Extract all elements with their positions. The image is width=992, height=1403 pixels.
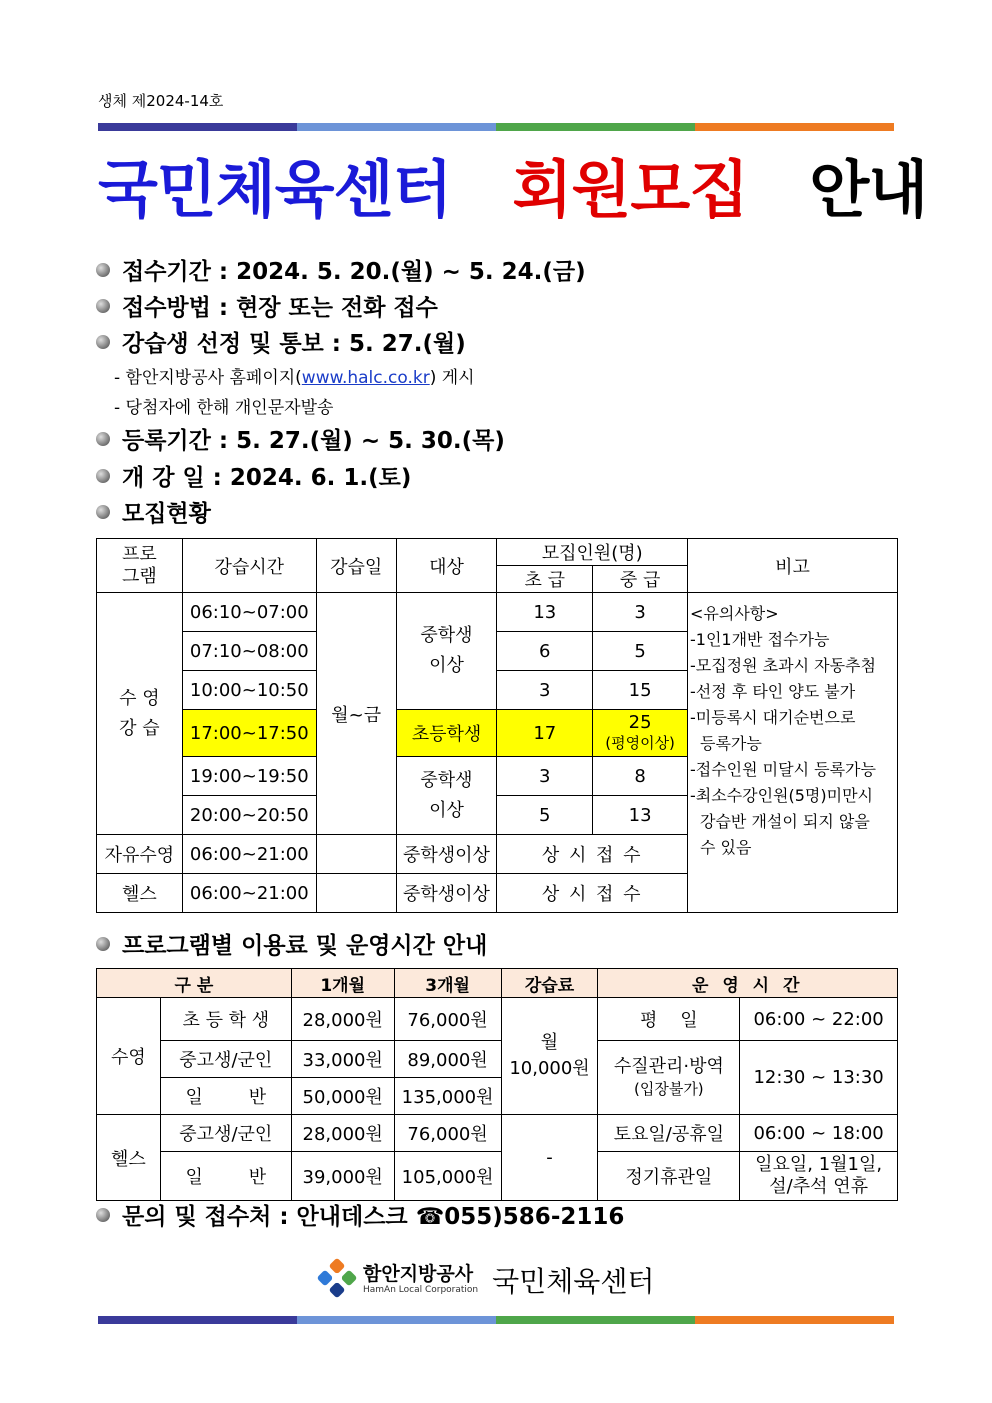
swim-label: 수영 [97,998,161,1115]
halc-logo-icon [315,1258,359,1302]
lesson-fee-cell: 월 10,000원 [501,998,598,1115]
org-name: 함안지방공사 [363,1263,474,1285]
health-lesson-fee-cell: - [501,1115,598,1201]
th-category: 구 분 [97,969,292,998]
org-english: HamAn Local Corporation [363,1285,479,1295]
info-sub-homepage: - 함안지방공사 홈페이지(www.halc.co.kr) 게시 [114,368,475,388]
fee-table [96,968,898,1201]
table-cell: 8 [593,757,688,796]
table-cell: 76,000원 [394,998,501,1041]
table-cell: 89,000원 [394,1041,501,1078]
notes-cell: <유의사항> -1인1개반 접수가능 -모집정원 초과시 자동추첨 -선정 후 타인 양도 불가 -미등록시 대기순번으로 등록가능 -접수인원 미달시 등록가능 -최소수강인원(5명)미만시 강습반 개설이 되지 않을 수 있음 [688,593,898,913]
table-cell: 토요일/공휴일 [598,1115,740,1152]
table-cell: 25 (평영이상) [593,710,688,757]
days-cell: 월~금 [316,593,396,835]
table-cell: 10:00~10:50 [182,671,316,710]
info-reception-period: 접수기간 : 2024. 5. 20.(월) ~ 5. 24.(금) [96,253,586,286]
table-cell: 50,000원 [291,1078,394,1115]
footer-logo [315,1258,654,1302]
health-label: 헬스 [97,1115,161,1201]
table-cell: 17:00~17:50 [182,710,316,757]
table-cell: 76,000원 [394,1115,501,1152]
recruit-table [96,538,898,913]
bottom-color-bar [98,1316,894,1324]
table-cell: 06:00 ~ 22:00 [740,998,898,1041]
table-cell [316,835,396,874]
table-cell: 정기휴관일 [598,1152,740,1201]
th-note: 비고 [688,539,898,593]
table-cell: 평 일 [598,998,740,1041]
free-swim-label: 자유수영 [97,835,183,874]
health-label: 헬스 [97,874,183,913]
bullet-icon [96,299,110,313]
table-cell: 상 시 접 수 [497,874,688,913]
target-middle-cell-2: 중학생 이상 [396,757,497,835]
target-middle-cell: 중학생 이상 [396,593,497,710]
table-cell: 상 시 접 수 [497,835,688,874]
bullet-icon [96,335,110,349]
table-cell: 12:30 ~ 13:30 [740,1041,898,1115]
table-cell: 중학생이상 [396,874,497,913]
th-capacity: 모집인원(명) [497,539,688,566]
info-selection: 강습생 선정 및 통보 : 5. 27.(월) [96,325,466,358]
info-opening: 개 강 일 : 2024. 6. 1.(토) [96,459,411,492]
bullet-icon [96,432,110,446]
table-cell: 06:00~21:00 [182,874,316,913]
info-sub-sms: - 당첨자에 한해 개인문자발송 [114,398,334,418]
th-hours: 운 영 시 간 [598,969,898,998]
table-cell: 135,000원 [394,1078,501,1115]
page-title [98,140,928,229]
table-cell: 105,000원 [394,1152,501,1201]
table-cell: 13 [497,593,593,632]
table-cell: 06:10~07:00 [182,593,316,632]
table-cell: 28,000원 [291,998,394,1041]
info-registration: 등록기간 : 5. 27.(월) ~ 5. 30.(목) [96,422,505,455]
table-cell: 17 [497,710,593,757]
table-cell: 28,000원 [291,1115,394,1152]
table-cell: 06:00 ~ 18:00 [740,1115,898,1152]
table-cell: 3 [497,671,593,710]
table-cell: 5 [593,632,688,671]
th-one-month: 1개월 [291,969,394,998]
table-cell: 5 [497,796,593,835]
info-reception-method: 접수방법 : 현장 또는 전화 접수 [96,289,438,322]
homepage-link[interactable]: www.halc.co.kr [301,368,430,388]
bullet-icon [96,263,110,277]
table-cell: 15 [593,671,688,710]
table-cell: 일 반 [160,1152,291,1201]
info-contact: 문의 및 접수처 : 안내데스크 ☎055)586-2116 [96,1198,624,1231]
table-cell [316,874,396,913]
info-recruit-status: 모집현황 [96,495,211,528]
table-cell: 07:10~08:00 [182,632,316,671]
table-cell: 초 등 학 생 [160,998,291,1041]
table-cell: 39,000원 [291,1152,394,1201]
table-cell: 수질관리·방역 (입장불가) [598,1041,740,1115]
swim-lesson-label: 수 영 강 습 [97,593,183,835]
center-name: 국민체육센터 [492,1265,655,1298]
bullet-icon [96,505,110,519]
table-cell: 13 [593,796,688,835]
th-target: 대상 [396,539,497,593]
bullet-icon [96,937,110,951]
table-cell: 6 [497,632,593,671]
title-part1: 국민체육센터 [98,153,452,226]
info-fees-title: 프로그램별 이용료 및 운영시간 안내 [96,927,487,960]
title-part3: 안내 [809,153,928,226]
table-cell: 일요일, 1월1일, 설/추석 연휴 [740,1152,898,1201]
top-color-bar [98,123,894,131]
title-part2: 회원모집 [512,153,749,226]
th-beginner: 초 급 [497,566,593,593]
bullet-icon [96,1208,110,1222]
table-cell: 중학생이상 [396,835,497,874]
target-elem-cell: 초등학생 [396,710,497,757]
doc-number: 생체 제2024-14호 [98,92,224,110]
bullet-icon [96,469,110,483]
table-cell: 19:00~19:50 [182,757,316,796]
table-cell: 06:00~21:00 [182,835,316,874]
table-cell: 3 [497,757,593,796]
th-program: 프로 그램 [97,539,183,593]
table-cell: 중고생/군인 [160,1115,291,1152]
th-lesson-fee: 강습료 [501,969,598,998]
th-intermediate: 중 급 [593,566,688,593]
table-cell: 20:00~20:50 [182,796,316,835]
th-time: 강습시간 [182,539,316,593]
th-three-month: 3개월 [394,969,501,998]
table-cell: 일 반 [160,1078,291,1115]
table-cell: 33,000원 [291,1041,394,1078]
th-days: 강습일 [316,539,396,593]
table-cell: 중고생/군인 [160,1041,291,1078]
table-cell: 3 [593,593,688,632]
